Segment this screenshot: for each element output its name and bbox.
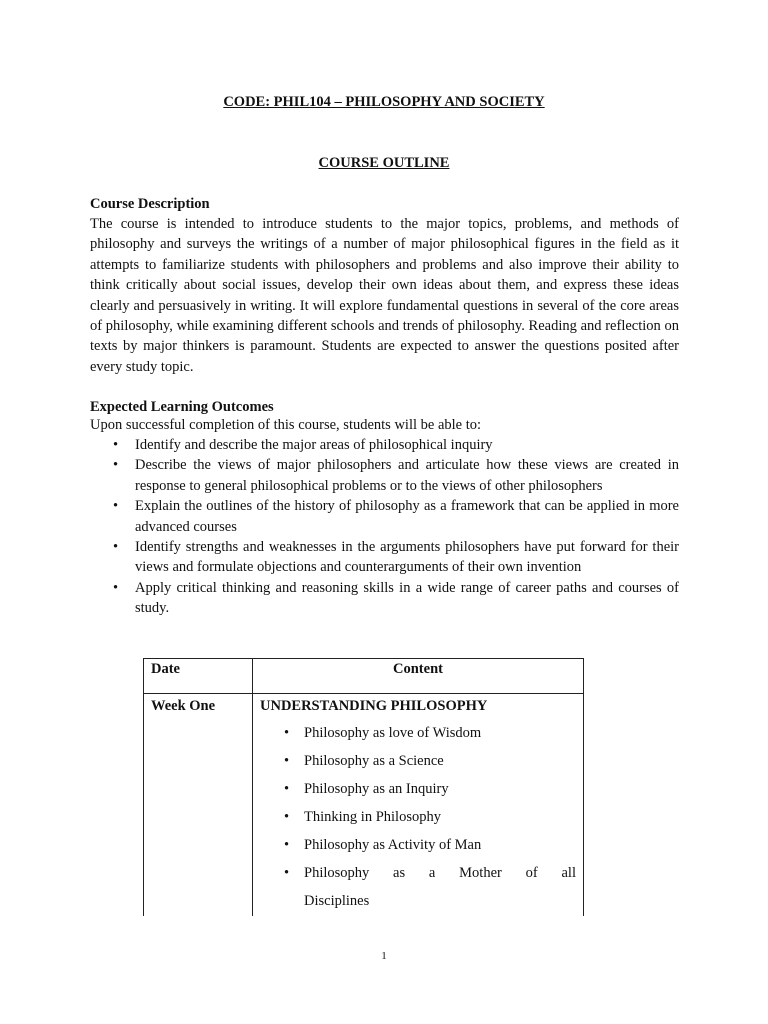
topic-text: Philosophy as a Mother of all bbox=[304, 865, 576, 881]
course-code-title: CODE: PHIL104 – PHILOSOPHY AND SOCIETY bbox=[223, 94, 545, 110]
content-column-header: Content bbox=[253, 659, 584, 694]
bullet-icon: • bbox=[284, 781, 290, 797]
list-item bbox=[90, 496, 679, 537]
topic-text: Thinking in Philosophy bbox=[304, 809, 441, 825]
schedule-table bbox=[143, 658, 584, 916]
bullet-icon: • bbox=[113, 579, 119, 596]
course-description-heading: Course Description bbox=[90, 196, 210, 212]
week-title: UNDERSTANDING PHILOSOPHY bbox=[260, 698, 488, 714]
week-date-cell: Week One bbox=[144, 694, 253, 917]
bullet-icon: • bbox=[284, 753, 290, 769]
date-column-header: Date bbox=[144, 659, 253, 694]
bullet-icon: • bbox=[113, 437, 119, 453]
list-item bbox=[90, 455, 679, 496]
learning-outcomes-intro: Upon successful completion of this course, students will be able to: bbox=[90, 417, 482, 433]
bullet-icon: • bbox=[284, 865, 290, 881]
list-item bbox=[260, 719, 576, 747]
list-item bbox=[260, 803, 576, 831]
topic-text: Philosophy as a Science bbox=[304, 753, 444, 769]
bullet-icon: • bbox=[284, 837, 290, 853]
learning-outcomes-heading: Expected Learning Outcomes bbox=[90, 399, 274, 415]
outcome-text: Apply critical thinking and reasoning skills in a wide range of career paths and courses of study. bbox=[135, 579, 679, 617]
outcome-text: Explain the outlines of the history of philosophy as a framework that can be applied in more advanced courses bbox=[135, 498, 679, 535]
topic-text: Philosophy as an Inquiry bbox=[304, 781, 449, 797]
course-outline-title: COURSE OUTLINE bbox=[318, 155, 450, 171]
bullet-icon: • bbox=[284, 809, 290, 825]
learning-outcomes-list bbox=[90, 435, 679, 619]
topic-text: Philosophy as Activity of Man bbox=[304, 837, 482, 853]
list-item bbox=[90, 578, 679, 619]
week-content-cell bbox=[253, 694, 584, 917]
bullet-icon: • bbox=[113, 457, 119, 474]
outcome-text: Identify and describe the major areas of philosophical inquiry bbox=[135, 437, 493, 453]
topic-text: Philosophy as love of Wisdom bbox=[304, 725, 482, 741]
bullet-icon: • bbox=[113, 498, 119, 515]
outcome-text: Identify strengths and weaknesses in the arguments philosophers have put forward for their views and formulate objections and counterarguments of their own invention bbox=[135, 539, 679, 576]
outcome-text: Describe the views of major philosophers and articulate how these views are created in response to general philosophical problems or to the views of other philosophers bbox=[135, 457, 679, 494]
list-item bbox=[90, 435, 679, 455]
topic-text-continued: Disciplines bbox=[304, 893, 370, 909]
course-description-text: The course is intended to introduce students to the major topics, problems, and methods of philosophy and surveys the writings of a number of major philosophical figures in the field as it attempts to familiarize students with philosophers and problems and also improve their ability to think critically about social issues, develop their own ideas about them, and express these ideas clearly and persuasively in writing. It will explore fundamental questions in several of the core areas of philosophy, while examining different schools and trends of philosophy. Reading and reflection on texts by major thinkers is paramount. Students are expected to answer the questions posited after every study topic. bbox=[90, 216, 679, 375]
list-item bbox=[260, 747, 576, 775]
page-number: 1 bbox=[381, 950, 387, 962]
list-item bbox=[90, 537, 679, 578]
table-header-row bbox=[144, 659, 584, 694]
list-item bbox=[260, 831, 576, 859]
table-row bbox=[144, 694, 584, 917]
bullet-icon: • bbox=[113, 539, 119, 556]
list-item bbox=[260, 775, 576, 803]
list-item bbox=[260, 859, 576, 915]
week-topic-list bbox=[260, 719, 576, 915]
bullet-icon: • bbox=[284, 725, 290, 741]
